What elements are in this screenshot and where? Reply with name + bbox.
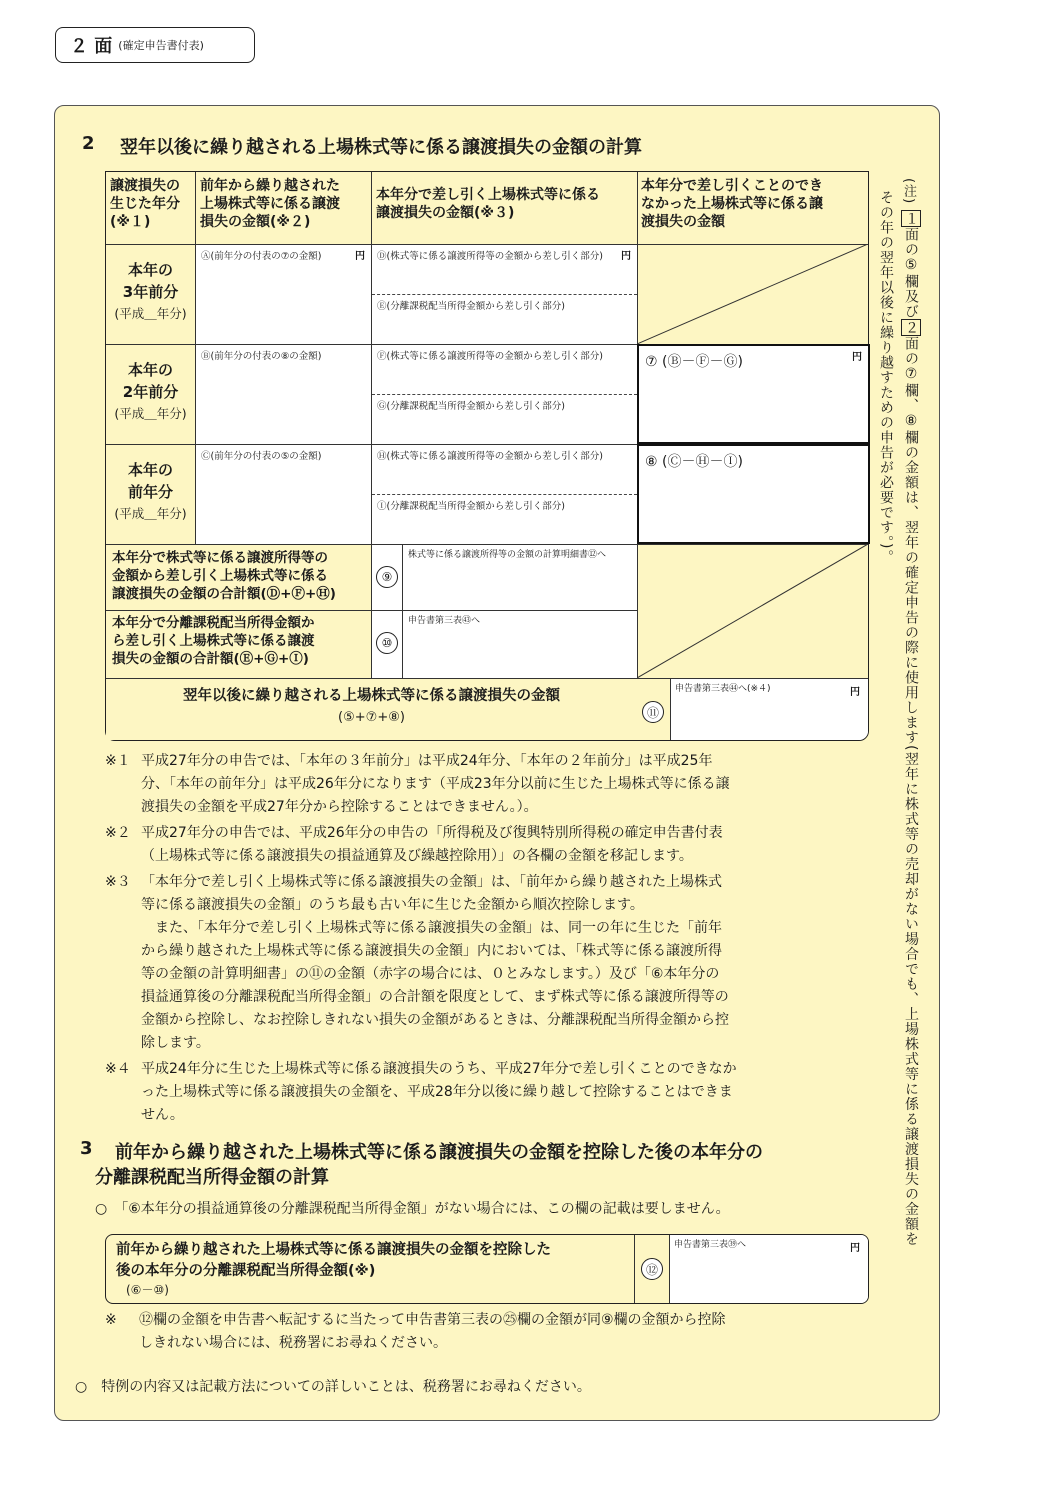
- field-f[interactable]: Ⓕ(株式等に係る譲渡所得等の金額から差し引く部分): [377, 351, 603, 362]
- page-number: ２ 面: [70, 36, 113, 57]
- col3-header: 本年分で差し引く上場株式等に係る 譲渡損失の金額(※３): [376, 187, 600, 221]
- field-a[interactable]: Ⓐ(前年分の付表の⑦の金額) 円: [201, 251, 365, 262]
- field-9[interactable]: 株式等に係る譲渡所得等の金額の計算明細書⑫へ: [408, 550, 607, 560]
- year-label-1: 本年の 前年分 (平成＿年分): [114, 461, 187, 521]
- section2-title: 翌年以後に繰り越される上場株式等に係る譲渡損失の金額の計算: [120, 137, 642, 158]
- field-g[interactable]: Ⓖ(分離課税配当所得金額から差し引く部分): [377, 401, 565, 412]
- section3-number: 3: [80, 1138, 93, 1159]
- section2-number: 2: [82, 133, 95, 154]
- field-i[interactable]: Ⓘ(分離課税配当所得金額から差し引く部分): [377, 501, 565, 512]
- loss-table: [105, 171, 869, 741]
- section3-footnote: ※ ⑫欄の金額を申告書へ転記するに当たって申告書第三表の㉕欄の金額が同⑨欄の金額から控除 しきれない場合には、税務署にお尋ねください。: [105, 1312, 726, 1351]
- field-10[interactable]: 申告書第三表㊸へ: [408, 616, 481, 626]
- field-11[interactable]: 申告書第三表㊹へ(※４) 円: [671, 679, 868, 740]
- section3-box-label: 前年から繰り越された上場株式等に係る譲渡損失の金額を控除した 後の本年分の分離課税配当所得金額(※) (⑥－⑩): [116, 1242, 551, 1297]
- note-1: ※１ 平成27年分の申告では、「本年の３年前分」は平成24年分、「本年の２年前分」は平成25年 分、「本年の前年分」は平成26年分になります（平成23年分以前に生じた上場株式等に係る譲 渡損失の金額を平成27年分から控除することはできません。）。: [105, 753, 730, 815]
- side-note-col2: その年の翌年以後に繰り越すための申告が必要です。)。: [878, 190, 894, 565]
- note-3: ※３ 「本年分で差し引く上場株式等に係る譲渡損失の金額」は、「前年から繰り越された上場株式 等に係る譲渡損失の金額」のうち最も古い年に生じた金額から順次控除します。 また、「本年分で差し引く上場株式等に係る譲渡損失の金額」は、同一の年に生じた「前年 から繰り越された上場株式等に係る譲渡損失の金額」内においては、「株式等に係る譲渡所得 等の金額の計算明細書」の⑪の金額（赤字の場合には、０とみなします。）及び「⑥本年分の 損益通算後の分離課税配当所得金額」の合計額を限度として、まず株式等に係る譲渡所得等の 金額から控除し、なお控除しきれない損失の金額があるときは、分離課税配当所得金額から控 除します。: [105, 874, 729, 1051]
- section3-title-line1: 前年から繰り越された上場株式等に係る譲渡損失の金額を控除した後の本年分の: [115, 1142, 763, 1163]
- field-8[interactable]: ⑧ (Ⓒ－Ⓗ－Ⓘ): [637, 444, 870, 544]
- final-note: ○ 特例の内容又は記載方法についての詳しいことは、税務署にお尋ねください。: [75, 1379, 591, 1395]
- field-h[interactable]: Ⓗ(株式等に係る譲渡所得等の金額から差し引く部分): [377, 451, 603, 462]
- col1-header: 譲渡損失の 生じた年分 (※１): [110, 178, 180, 230]
- side-note-head: (注): [901, 178, 916, 205]
- field-d[interactable]: Ⓓ(株式等に係る譲渡所得等の金額から差し引く部分) 円: [377, 251, 631, 262]
- section3-condition: ○ 「⑥本年分の損益通算後の分離課税配当所得金額」がない場合には、この欄の記載は要しません。: [95, 1201, 730, 1217]
- row11-label: 翌年以後に繰り越される上場株式等に係る譲渡損失の金額 (⑤+⑦+⑧): [183, 688, 560, 725]
- field-7[interactable]: ⑦ (Ⓑ－Ⓕ－Ⓖ) 円: [637, 344, 870, 444]
- col4-header: 本年分で差し引くことのでき なかった上場株式等に係る譲 渡損失の金額: [641, 178, 823, 230]
- col2-header: 前年から繰り越された 上場株式等に係る譲渡 損失の金額(※２): [200, 178, 340, 230]
- note-2: ※２ 平成27年分の申告では、平成26年分の申告の「所得税及び復興特別所得税の確定申告書付表 （上場株式等に係る譲渡損失の損益通算及び繰越控除用）」の各欄の金額を移記します。: [105, 825, 723, 864]
- slash-r1: [637, 244, 868, 344]
- sum9-label: 本年分で株式等に係る譲渡所得等の 金額から差し引く上場株式等に係る 譲渡損失の金額の合計額(Ⓓ+Ⓕ+Ⓗ): [112, 550, 336, 602]
- sum10-number: ⑩: [376, 632, 398, 654]
- year-label-3: 本年の 3年前分 (平成＿年分): [114, 261, 187, 321]
- field12-number: ⑫: [641, 1258, 663, 1280]
- field-12[interactable]: 申告書第三表㊴へ 円: [670, 1235, 868, 1303]
- sum10-label: 本年分で分離課税配当所得金額か ら差し引く上場株式等に係る譲渡 損失の金額の合計額(Ⓔ+Ⓖ+Ⓘ): [112, 615, 315, 667]
- page-subtitle: (確定申告書付表): [118, 39, 204, 52]
- sum9-number: ⑨: [376, 566, 398, 588]
- section3-title-line2: 分離課税配当所得金額の計算: [95, 1167, 329, 1188]
- page-side-label: [55, 27, 255, 63]
- row11-number: ⑪: [642, 701, 664, 723]
- field-c[interactable]: Ⓒ(前年分の付表の⑤の金額): [201, 451, 322, 462]
- slash-sums: [637, 544, 868, 678]
- section3-box: [105, 1234, 869, 1304]
- field-e[interactable]: Ⓔ(分離課税配当所得金額から差し引く部分): [377, 301, 565, 312]
- year-label-2: 本年の 2年前分 (平成＿年分): [114, 361, 187, 421]
- side-note-col1: １面の⑤欄及び２面の⑦欄、⑧欄の金額は、翌年の確定申告の際に使用します(翌年に株式等の売却がない場合でも、上場株式等に係る譲渡損失の金額を: [903, 211, 919, 1247]
- note-4: ※４ 平成24年分に生じた上場株式等に係る譲渡損失のうち、平成27年分で差し引くことのできなか った上場株式等に係る譲渡損失の金額を、平成28年分以後に繰り越して控除することはできま せん。: [105, 1061, 737, 1123]
- field-b[interactable]: Ⓑ(前年分の付表の⑧の金額): [201, 351, 322, 362]
